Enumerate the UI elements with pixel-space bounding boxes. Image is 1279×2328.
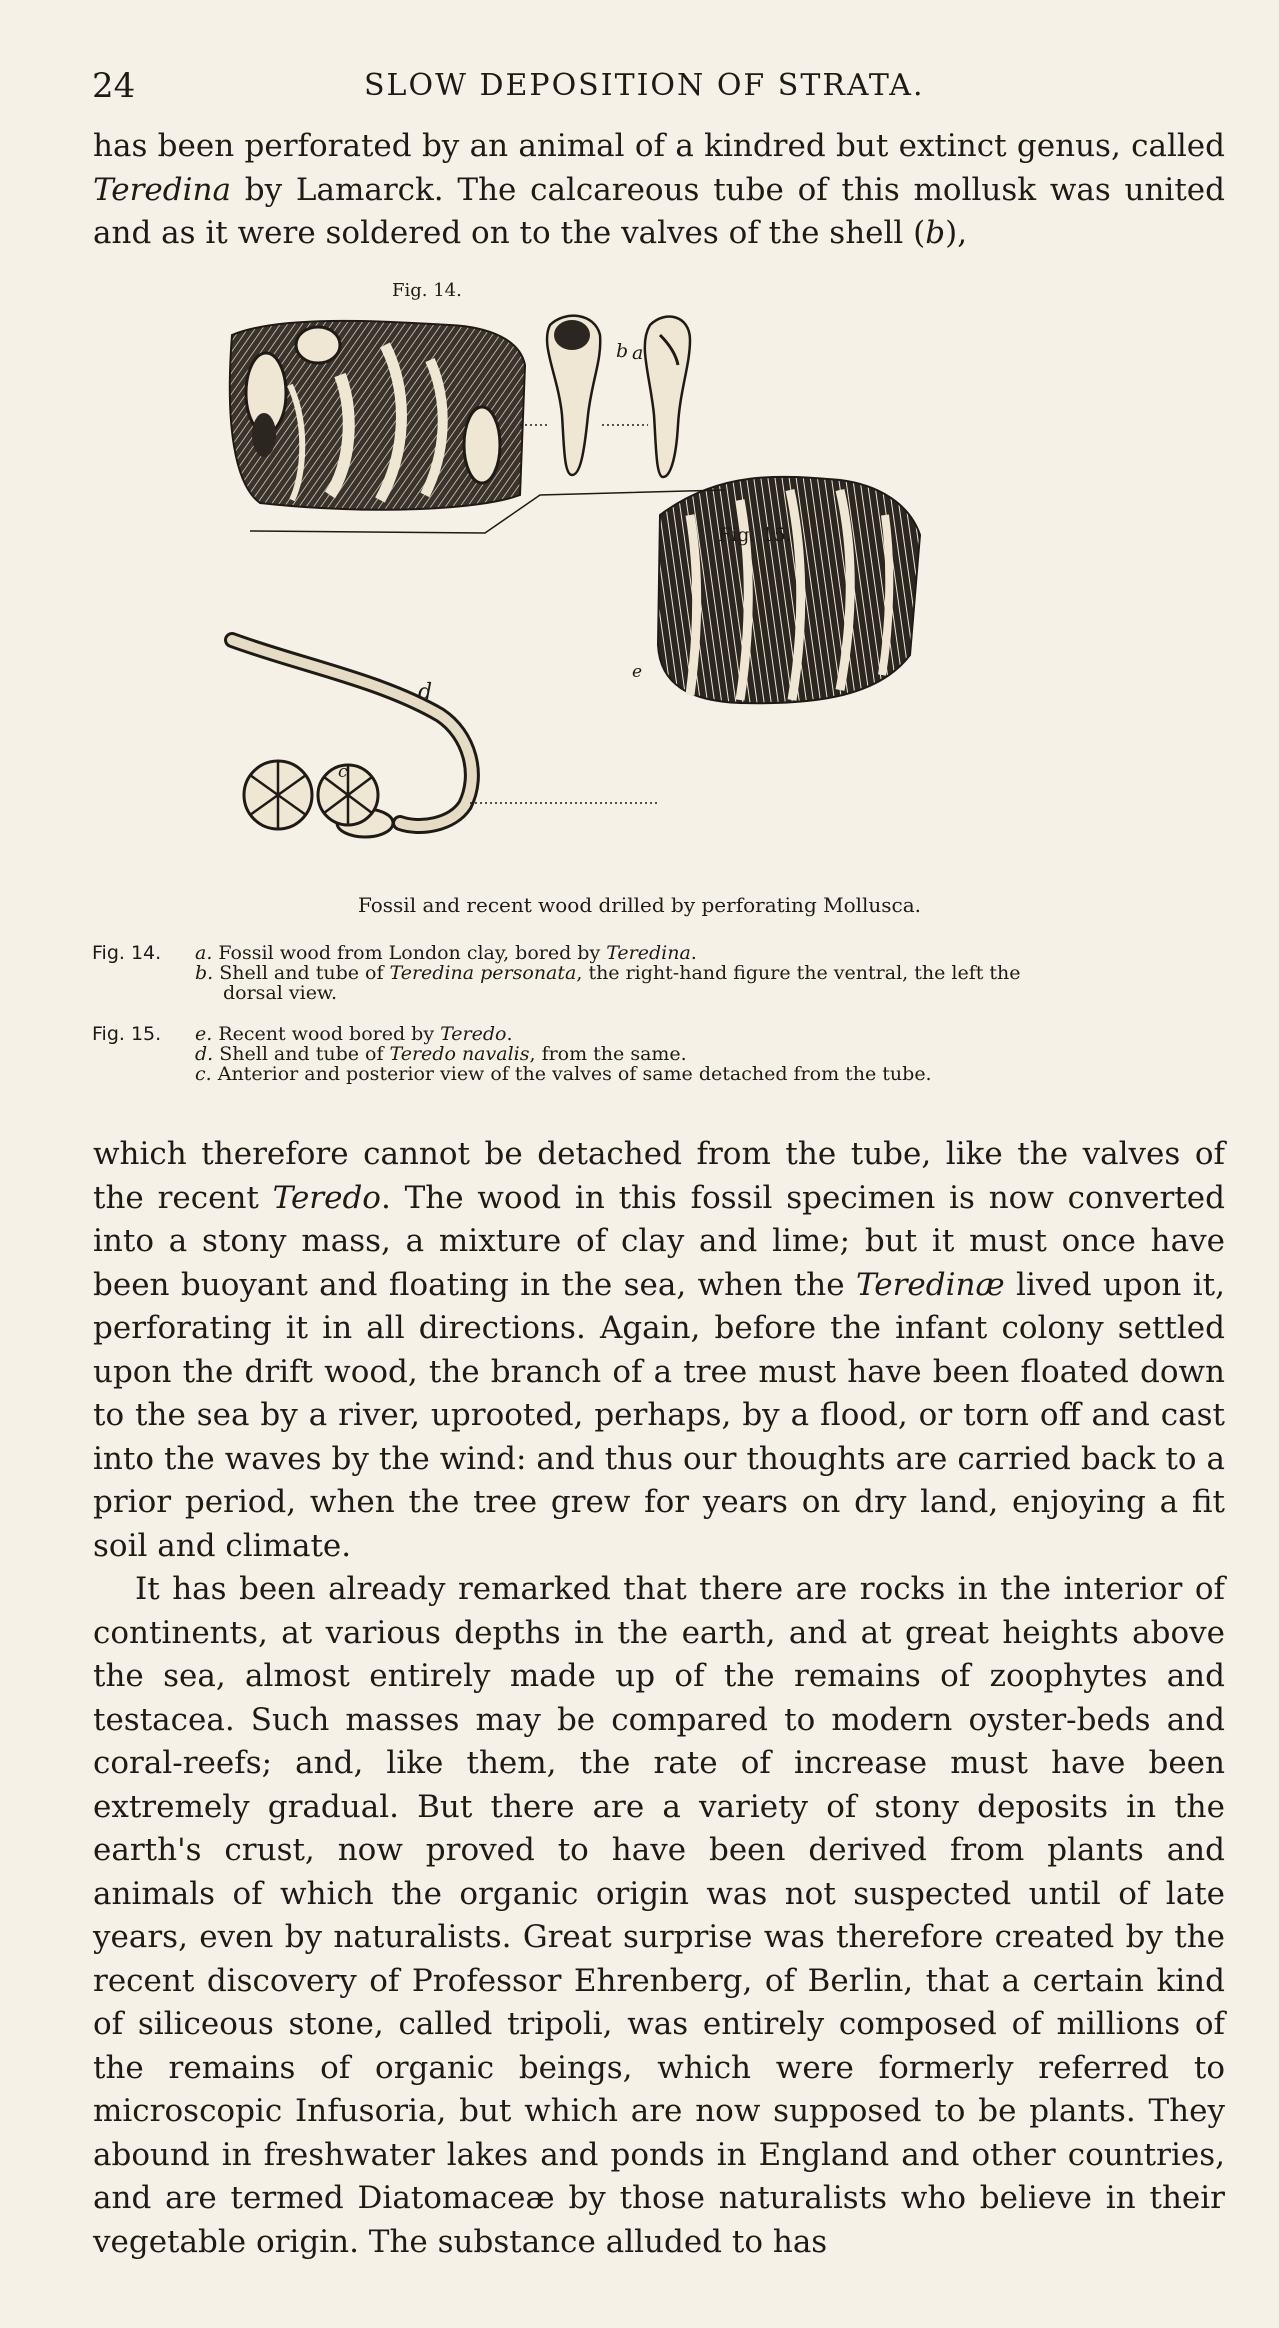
figure-letter-d: d xyxy=(418,680,433,705)
caption-term: Teredo xyxy=(440,1023,507,1045)
caption-key: a. xyxy=(195,942,213,964)
caption-text: Recent wood bored by xyxy=(212,1023,441,1045)
caption-text: Fossil wood from London clay, bored by xyxy=(212,942,607,964)
caption-line xyxy=(195,1044,1232,1064)
running-head xyxy=(92,66,1222,116)
running-title: SLOW DEPOSITION OF STRATA. xyxy=(364,68,925,103)
recent-wood-e xyxy=(658,477,920,703)
caption-line xyxy=(195,963,1232,983)
caption-key: d. xyxy=(195,1043,214,1065)
figure-letter-a: a xyxy=(632,342,644,364)
caption-key: e. xyxy=(195,1023,213,1045)
caption-text: . xyxy=(690,942,697,964)
paragraph-1 xyxy=(93,1133,1225,1568)
text-run: ), xyxy=(945,215,968,251)
figure-letter-c: c xyxy=(338,762,348,782)
caption-text: . xyxy=(506,1023,513,1045)
text-run: which therefore cannot be detached from the tube, like the valves of the recent xyxy=(93,1136,1225,1216)
text-run: . The wood in this fossil specimen is now converted into a stony mass, a mixture of clay and lime; but it must once have been buoyant and floating in the sea, when the xyxy=(93,1179,1225,1303)
caption-key: c. xyxy=(195,1063,212,1085)
paragraph-text xyxy=(93,125,1225,256)
caption-text: Shell and tube of xyxy=(213,1043,390,1065)
caption-line xyxy=(195,1064,1232,1084)
italic-term: Teredo xyxy=(272,1179,381,1216)
caption-term: Teredina personata xyxy=(389,962,577,984)
paragraph-2: It has been already remarked that there are rocks in the interior of continents, at various depths in the earth, and at great heights above the sea, almost entirely made up of the remains of zoophytes and testacea. Such masses may be compared to modern oyster-beds and coral-reefs; and, like them, the rate of increase must have been extremely gradual. But there are a variety of stony deposits in the earth's crust, now proved to have been derived from plants and animals of which the organic origin was not suspected until of late years, even by naturalists. Great surprise was therefore created by the recent discovery of Professor Ehrenberg, of Berlin, that a certain kind of siliceous stone, called tripoli, was entirely composed of millions of the remains of organic beings, which were formerly referred to microscopic Infusoria, but which are now supposed to be plants. They abound in freshwater lakes and ponds in England and other countries, and are termed Diatomaceæ by those naturalists who believe in their vegetable origin. The substance alluded to has xyxy=(93,1571,1225,2260)
italic-term: Teredinæ xyxy=(855,1266,1005,1303)
engraving-plate xyxy=(220,305,1100,895)
lead-paragraph xyxy=(93,125,1225,256)
caption-term: Teredina xyxy=(606,942,691,964)
plate-title: Fossil and recent wood drilled by perforating Mollusca. xyxy=(357,893,922,917)
caption-fig-label: Fig. 15. xyxy=(92,1023,162,1045)
caption-line: dorsal view. xyxy=(223,982,337,1004)
fig-14-label: Fig. 14. xyxy=(392,280,462,301)
caption-fig-label: Fig. 14. xyxy=(92,942,162,964)
italic-term: Teredina xyxy=(93,171,231,208)
fossil-wood-a xyxy=(230,321,525,510)
caption-line xyxy=(195,943,1232,963)
text-run: lived upon it, perforating it in all directions. Again, before the infant colony settled upon the drift wood, the branch of a tree must have been floated down to the sea by a river, uprooted, perhaps, by a flood, or torn off and cast into the waves by the wind: and thus our thoughts are carried back to a prior period, when the tree grew for years on dry land, enjoying a fit soil and climate. xyxy=(93,1266,1225,1564)
figure-letter-e: e xyxy=(632,662,643,682)
caption-key: b. xyxy=(195,962,214,984)
fig-15-label: Fig. 15. xyxy=(718,524,792,546)
page-number: 24 xyxy=(92,66,136,106)
caption-text: Anterior and posterior view of the valves of same detached from the tube. xyxy=(211,1063,932,1085)
body-text xyxy=(93,1133,1225,2264)
figure-letter-b: b xyxy=(616,340,629,362)
caption-text: Shell and tube of xyxy=(213,962,390,984)
caption-lines xyxy=(195,1024,1232,1084)
caption-term: Teredo navalis xyxy=(389,1043,530,1065)
italic-term: b xyxy=(925,215,946,251)
text-run: by Lamarck. The calcareous tube of this mollusk was united and as it were soldered on to the valves of the shell ( xyxy=(93,171,1225,251)
caption-lines xyxy=(195,943,1232,1003)
caption-line xyxy=(195,1024,1232,1044)
engraving-illustration xyxy=(220,305,1100,895)
text-run: has been perforated by an animal of a kindred but extinct genus, called xyxy=(93,128,1225,164)
caption-text: , the right-hand figure the ventral, the left the xyxy=(576,962,1021,984)
caption-text: , from the same. xyxy=(529,1043,687,1065)
valves-c xyxy=(244,761,378,829)
